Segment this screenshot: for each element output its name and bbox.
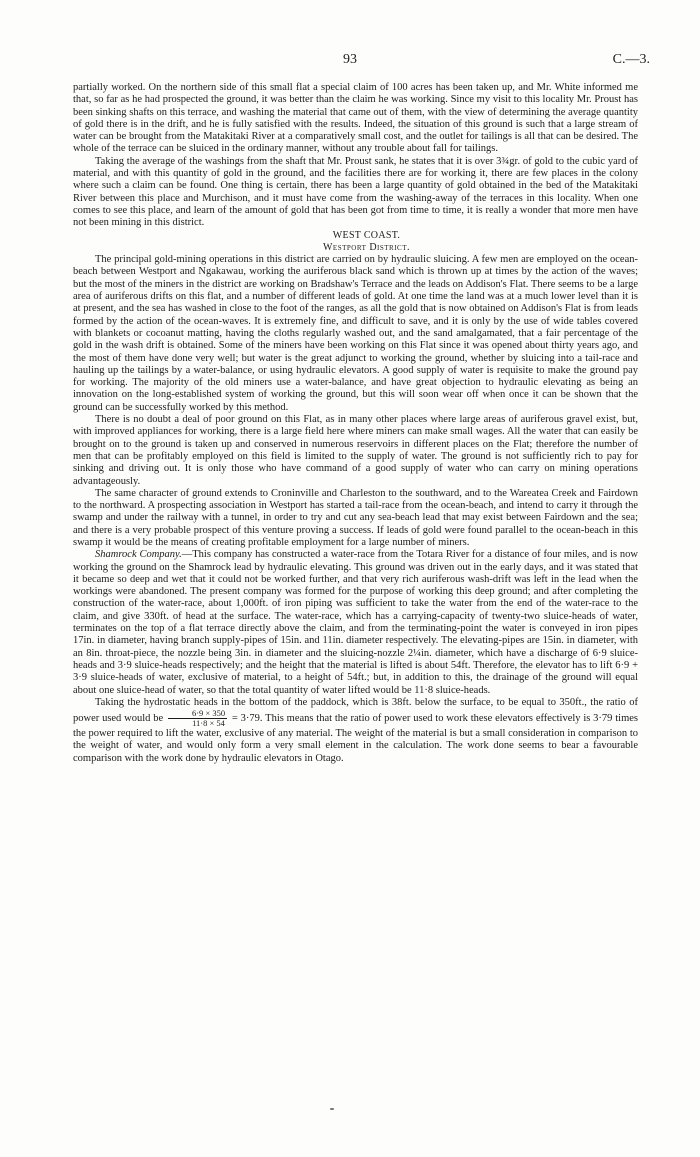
fraction-numerator: 6·9 × 350 [168, 709, 227, 719]
paragraph-croninville: The same character of ground extends to Croninville and Charleston to the southward, and to the Wareatea Creek and Fairdown to the northward. A prospecting association in Westport has started a tail-race from the ocean-beach, and intend to carry it through the swamp and under the railway with a tunnel, in order to try and cut any sea-beach lead that may exist between Fairdown and the sea; and there is a very probable prospect of this venture proving a success. If leads of gold were found parallel to the ocean-beach in this swamp it would be the means of creating profitable employment for a large number of miners. [73, 487, 638, 548]
paragraph-poor-ground: There is no doubt a deal of poor ground on this Flat, as in many other places where large areas of auriferous gravel exist, but, with improved appliances for working, there is a large field here where miners can make small wages. All the water that can easily be brought on to the ground is taken up and conserved in numerous reservoirs in different places on the Flat; therefore the number of men that can be profitably employed on this field is limited to the supply of water. The ground is not sufficiently rich to pay for sinking and driving out. It is only those who have command of a good supply of water who can carry on mining operations advantageously. [73, 414, 638, 487]
shamrock-text: —This company has constructed a water-race from the Totara River for a distance of four miles, and is now working the ground on the Shamrock lead by hydraulic elevating. This ground was driven out in the early days, and it was stated that it became so deep and wet that it could not be worked further, and that very rich auriferous wash-drift was left in the lead when the workings were abandoned. The present company was formed for the purpose of working this deep ground; and after completing the construction of the water-race, about 1,000ft. of iron piping was sufficient to take the water from the end of the water-race to the claim, and give 330ft. of head at the surface. The water-race, which has a carrying-capacity of twenty-two sluice-heads of water, terminates on the top of a flat terrace directly above the claim, and from the terminating-point the water is conveyed in iron pipes 17in. in diameter, having branch supply-pipes of 15in. and 11in. diameter respectively. The elevating-pipes are 15in. in diameter, with an 8in. throat-piece, the nozzle being 3in. in diameter and the sluicing-nozzle 2¼in. diameter, which have a discharge of 6·9 sluice-heads and 3·9 sluice-heads respectively; and the height that the material is lifted is about 54ft. Therefore, the elevator has to lift 6·9 + 3·9 sluice-heads of water, exclusive of material, to a height of 54ft.; but, in addition to this, the drainage of the ground will equal about one sluice-head of water, so that the total quantity of water lifted would be 11·8 sluice-heads. [73, 549, 638, 696]
paragraph-shamrock-company [73, 549, 638, 697]
document-reference: C.—3. [612, 52, 650, 67]
page-header [0, 52, 700, 72]
paragraph-hydraulic-sluicing: The principal gold-mining operations in this district are carried on by hydraulic sluicing. A few men are employed on the ocean-beach between Westport and Ngakawau, working the auriferous black sand which is thrown up at times by the action of the waves; but the most of the miners in the district are working on Bradshaw's Terrace and the leads on Addison's Flat. There seems to be a large area of auriferous drifts on this flat, and a number of different leads of gold. At one time the land was at a much lower level than it is at present, and the sea has washed in close to the foot of the ranges, as all the gold that is now obtained on Addison's Flat is from leads formed by the action of the ocean-waves. It is extremely fine, and difficult to save, and it is only by the use of wide tables covered with blankets or cocoanut matting, having the cloths regularly washed out, and the sand amalgamated, that a fair percentage of the gold in the wash drift is obtained. Some of the miners have been working on this Flat since it was opened about thirty years ago, and the most of them have done very well; but water is the great adjunct to working the ground, whether by sluicing into a tail-race and hauling up the tailings by a water-balance, or using hydraulic elevators. A good supply of water is requisite to make the ground pay for working. The majority of the old miners use a water-balance, and have great objection to hydraulic elevating as being an innovation on the long-established system of working the ground, but this will soon wear off when once it can be shown that the ground can be successfully worked by this method. [73, 254, 638, 413]
district-heading: Westport District. [322, 241, 411, 253]
region-heading: WEST COAST. [332, 229, 401, 241]
paragraph-hydrostatic-heads [73, 697, 638, 765]
fraction-denominator: 11·8 × 54 [192, 718, 225, 729]
print-mark [330, 1108, 334, 1110]
page-number: 93 [343, 52, 357, 67]
ratio-text-after: = 3·79. This means that the ratio of power used to work these elevators effectively is 3·79 times the power required to lift the water, exclusive of any material. The weight of the material is but a small consideration in comparison to the weight of water, and would only form a very small element in the calculation. The work done seems to bear a favourable comparison with the work done by hydraulic elevators in Otago. [73, 713, 638, 764]
power-ratio-fraction [168, 709, 227, 728]
company-name: Shamrock Company. [95, 549, 182, 561]
ratio-text-before: Taking the hydrostatic heads in the bottom of the paddock, which is 38ft. below the surface, to be equal to 350ft., the ratio of power used would be [73, 696, 638, 725]
document-body [73, 82, 638, 765]
paragraph-continued: partially worked. On the northern side of this small flat a special claim of 100 acres has been taken up, and Mr. White informed me that, so far as he had prospected the ground, it was better than the claim he was working. Since my visit to this locality Mr. Proust has been sinking shafts on this terrace, and washing the material that came out of them, with the view of determining the average quantity of gold there is in the drift, and he is fully satisfied with the results. Indeed, the situation of this ground is such that a large stream of water can be brought from the Matakitaki River at a comparatively small cost, and the outlet for tailings is all that can be desired. The whole of the terrace can be sluiced in the ordinary manner, without any trouble about fall for tailings. [73, 82, 638, 155]
paragraph-proust-washings: Taking the average of the washings from the shaft that Mr. Proust sank, he states that it is over 3¾gr. of gold to the cubic yard of material, and with this quantity of gold in the ground, and the facilities there are for working it, there are few places in the colony where such a claim can be found. One thing is certain, there has been a large quantity of gold obtained in the bed of the Matakitaki River between this place and Murchison, and it must have come from the washing-away of the terraces in this locality. When one comes to see this place, and learn of the amount of gold that has been got from time to time, it is really a wonder that more men have not been mining in this district. [73, 155, 638, 229]
